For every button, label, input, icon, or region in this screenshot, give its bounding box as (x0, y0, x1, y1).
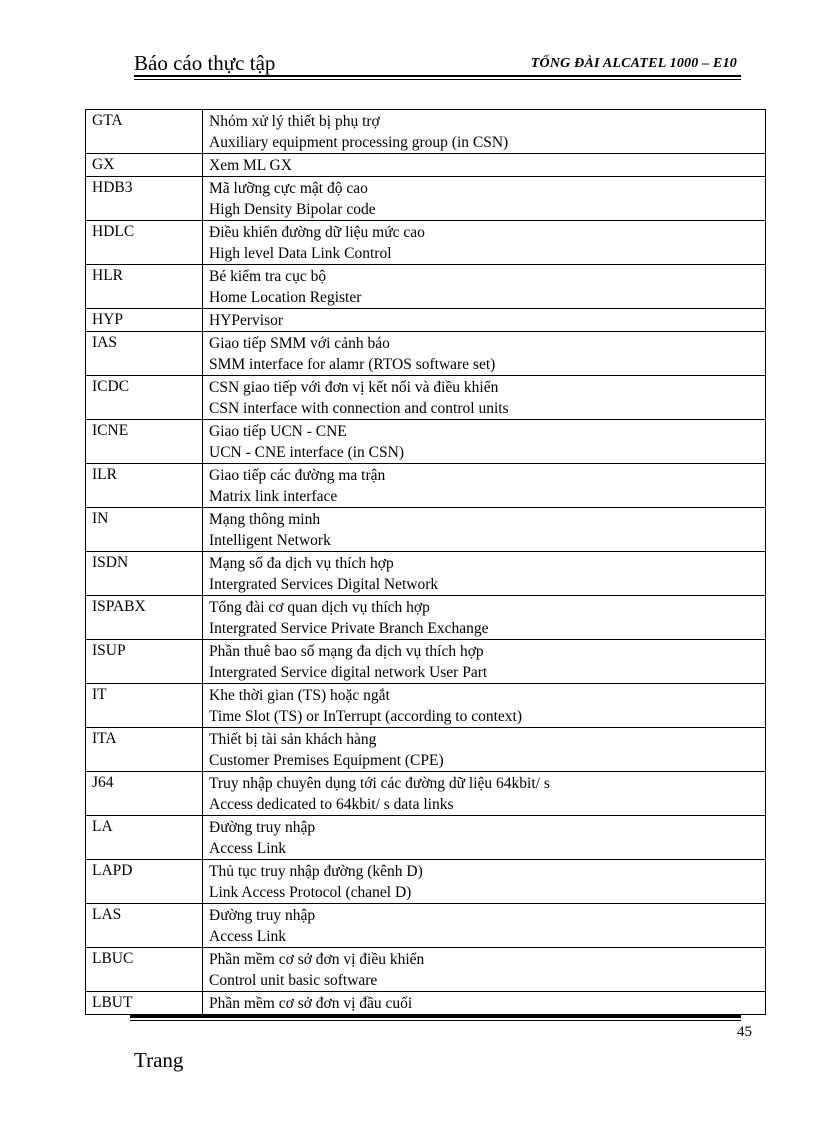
header-rule (134, 75, 741, 77)
vietnamese-description: Phần mềm cơ sở đơn vị đầu cuối (209, 995, 413, 1012)
description-cell (203, 684, 766, 728)
vietnamese-description: HYPervisor (209, 312, 284, 329)
table-row (86, 177, 766, 221)
table-row (86, 332, 766, 376)
abbreviation-cell: HYP (86, 309, 203, 332)
description-cell (203, 904, 766, 948)
english-description: Access Link (209, 840, 287, 857)
description-cell (203, 772, 766, 816)
vietnamese-description: Khe thời gian (TS) hoặc ngắt (209, 687, 390, 704)
description-cell (203, 376, 766, 420)
english-description: Auxiliary equipment processing group (in CSN) (209, 134, 509, 151)
description-cell (203, 177, 766, 221)
table-row (86, 728, 766, 772)
abbreviation-cell: IAS (86, 332, 203, 376)
table-row (86, 684, 766, 728)
description-cell (203, 640, 766, 684)
abbreviation-cell: LBUC (86, 948, 203, 992)
english-description: Intelligent Network (209, 532, 331, 549)
abbreviation-cell: ILR (86, 464, 203, 508)
table-row (86, 948, 766, 992)
vietnamese-description: Đường truy nhập (209, 907, 316, 924)
abbreviation-cell: ISPABX (86, 596, 203, 640)
vietnamese-description: Mạng số đa dịch vụ thích hợp (209, 555, 394, 572)
description-cell (203, 860, 766, 904)
abbreviation-cell: LBUT (86, 992, 203, 1015)
english-description: SMM interface for alamr (RTOS software set) (209, 356, 496, 373)
abbreviation-cell: LA (86, 816, 203, 860)
english-description: Link Access Protocol (chanel D) (209, 884, 412, 901)
table-row (86, 992, 766, 1015)
vietnamese-description: Tổng đài cơ quan dịch vụ thích hợp (209, 599, 430, 616)
abbreviation-cell: IT (86, 684, 203, 728)
english-description: Home Location Register (209, 289, 362, 306)
table-row (86, 904, 766, 948)
vietnamese-description: Giao tiếp các đường ma trận (209, 467, 386, 484)
report-subtitle: TỔNG ĐÀI ALCATEL 1000 – E10 (530, 56, 737, 71)
vietnamese-description: Truy nhập chuyên dụng tới các đường dữ liệu 64kbit/ s (209, 775, 550, 792)
abbreviation-cell: LAS (86, 904, 203, 948)
english-description: Matrix link interface (209, 488, 338, 505)
abbreviation-cell: ITA (86, 728, 203, 772)
english-description: UCN - CNE interface (in CSN) (209, 444, 404, 461)
vietnamese-description: Xem ML GX (209, 157, 292, 174)
table-row (86, 552, 766, 596)
vietnamese-description: Nhóm xử lý thiết bị phụ trợ (209, 113, 380, 130)
vietnamese-description: Đường truy nhập (209, 819, 316, 836)
english-description: High level Data Link Control (209, 245, 392, 262)
table-row (86, 110, 766, 154)
abbreviation-cell: ISUP (86, 640, 203, 684)
abbreviation-table (85, 109, 766, 1015)
table-row (86, 816, 766, 860)
table-row (86, 640, 766, 684)
description-cell (203, 596, 766, 640)
description-cell (203, 728, 766, 772)
abbreviation-cell: HDLC (86, 221, 203, 265)
table-row (86, 860, 766, 904)
description-cell (203, 464, 766, 508)
description-cell (203, 110, 766, 154)
description-cell (203, 420, 766, 464)
english-description: Intergrated Service Private Branch Exchange (209, 620, 489, 637)
abbreviation-cell: HDB3 (86, 177, 203, 221)
table-row (86, 265, 766, 309)
table-row (86, 154, 766, 177)
description-cell (203, 309, 766, 332)
description-cell (203, 816, 766, 860)
page-header (134, 50, 741, 78)
table-row (86, 376, 766, 420)
abbreviation-cell: ICDC (86, 376, 203, 420)
english-description: CSN interface with connection and control units (209, 400, 509, 417)
table-row (86, 508, 766, 552)
table-row (86, 221, 766, 265)
vietnamese-description: Thiết bị tài sản khách hàng (209, 731, 377, 748)
english-description: Customer Premises Equipment (CPE) (209, 752, 444, 769)
footer-rule-thin (130, 1020, 741, 1021)
description-cell (203, 948, 766, 992)
description-cell (203, 508, 766, 552)
page-label: Trang (134, 1048, 184, 1072)
abbreviation-cell: IN (86, 508, 203, 552)
vietnamese-description: Phần mềm cơ sở đơn vị điều khiển (209, 951, 425, 968)
description-cell (203, 154, 766, 177)
english-description: High Density Bipolar code (209, 201, 376, 218)
page-number: 45 (737, 1024, 752, 1040)
table-row (86, 420, 766, 464)
abbreviation-cell: J64 (86, 772, 203, 816)
description-cell (203, 332, 766, 376)
english-description: Access Link (209, 928, 287, 945)
vietnamese-description: Phần thuê bao số mạng đa dịch vụ thích hợp (209, 643, 484, 660)
english-description: Control unit basic software (209, 972, 378, 989)
abbreviation-cell: ISDN (86, 552, 203, 596)
table-row (86, 464, 766, 508)
description-cell (203, 992, 766, 1015)
english-description: Time Slot (TS) or InTerrupt (according to context) (209, 708, 523, 725)
report-title: Báo cáo thực tập (134, 51, 276, 75)
header-rule-thin (134, 79, 741, 80)
table-row (86, 772, 766, 816)
english-description: Intergrated Service digital network User Part (209, 664, 488, 681)
table-row (86, 596, 766, 640)
description-cell (203, 221, 766, 265)
description-cell (203, 552, 766, 596)
vietnamese-description: Mã lưỡng cực mật độ cao (209, 180, 368, 197)
abbreviation-cell: GTA (86, 110, 203, 154)
description-cell (203, 265, 766, 309)
vietnamese-description: Mạng thông minh (209, 511, 321, 528)
table-row (86, 309, 766, 332)
abbreviation-cell: ICNE (86, 420, 203, 464)
english-description: Access dedicated to 64kbit/ s data links (209, 796, 454, 813)
vietnamese-description: Giao tiếp SMM với cảnh báo (209, 335, 390, 352)
english-description: Intergrated Services Digital Network (209, 576, 439, 593)
vietnamese-description: Giao tiếp UCN - CNE (209, 423, 347, 440)
vietnamese-description: Điều khiển đường dữ liệu mức cao (209, 224, 425, 241)
vietnamese-description: Bé kiểm tra cục bộ (209, 268, 327, 285)
abbreviation-cell: LAPD (86, 860, 203, 904)
footer-rule (130, 1015, 741, 1018)
vietnamese-description: CSN giao tiếp với đơn vị kết nối và điều khiển (209, 379, 499, 396)
abbreviation-cell: GX (86, 154, 203, 177)
abbreviation-cell: HLR (86, 265, 203, 309)
vietnamese-description: Thủ tục truy nhập đường (kênh D) (209, 863, 423, 880)
